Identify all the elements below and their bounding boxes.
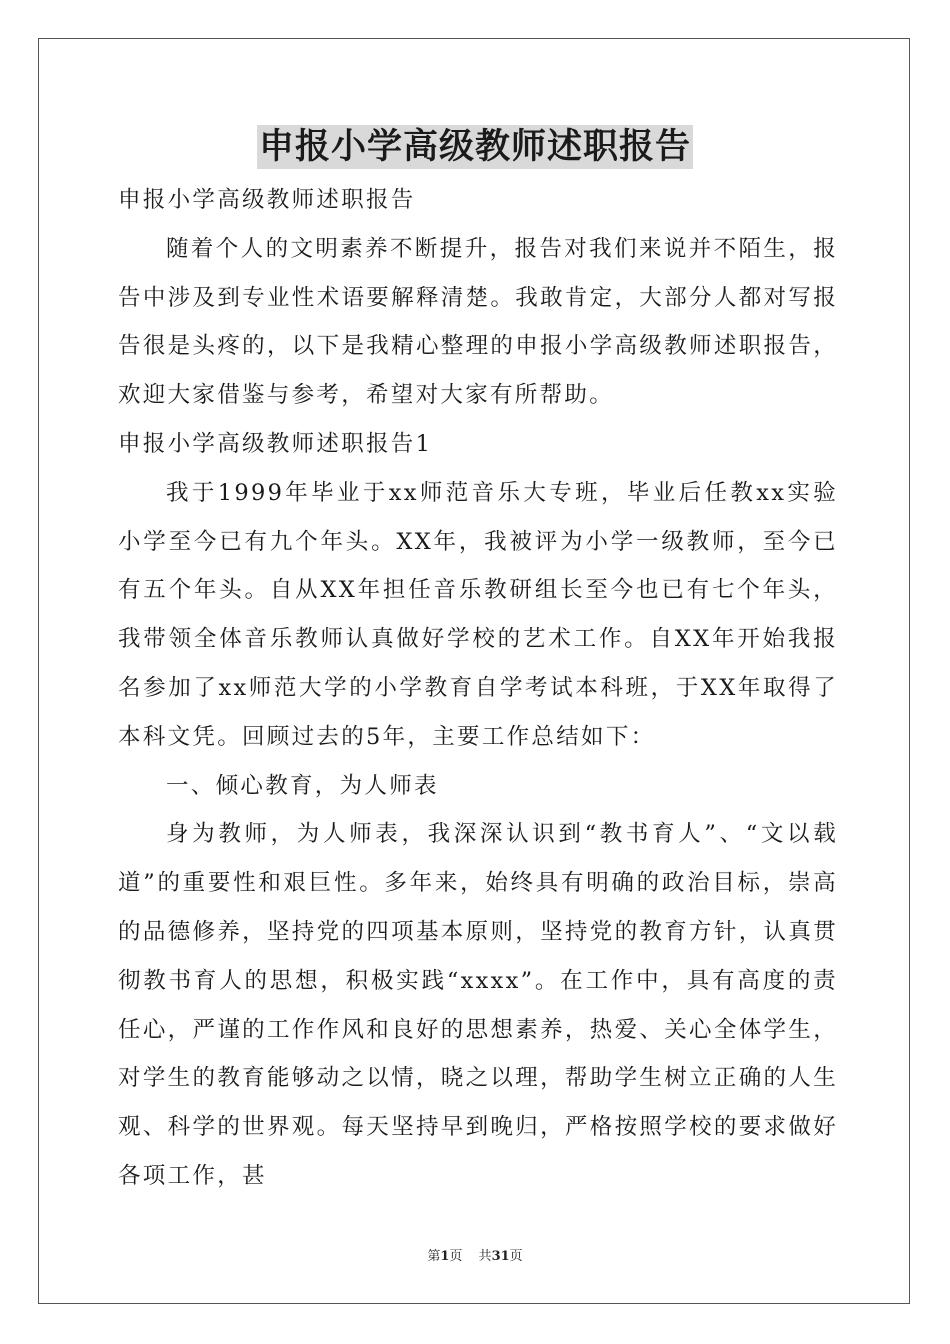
page-total — [479, 1249, 523, 1264]
page-prefix: 第 — [427, 1249, 441, 1264]
page-suffix: 页 — [449, 1249, 463, 1264]
total-suffix: 页 — [509, 1249, 523, 1264]
document-title: 申报小学高级教师述职报告 — [258, 126, 691, 167]
page-number — [427, 1249, 462, 1264]
page-footer — [0, 1245, 950, 1264]
total-prefix: 共 — [478, 1249, 492, 1264]
section-heading: 申报小学高级教师述职报告1 — [118, 430, 433, 457]
document-body — [118, 176, 838, 1201]
paragraph-1: 我于1999年毕业于xx师范音乐大专班，毕业后任教xx实验小学至今已有九个年头。XX年，我被评为小学一级教师，至今已有五个年头。自从XX年担任音乐教研组长至今也已有七个年头，我带领全体音乐教师认真做好学校的艺术工作。自XX年开始我报名参加了xx师范大学的小学教育自学考试本科班，于XX年取得了本科文凭。回顾过去的5年，主要工作总结如下： — [118, 479, 838, 750]
title-wrap — [0, 125, 950, 169]
paragraph-2: 身为教师，为人师表，我深深认识到“教书育人”、“文以载道”的重要性和艰巨性。多年来，始终具有明确的政治目标，崇高的品德修养，坚持党的四项基本原则，坚持党的教育方针，认真贯彻教书育人的思想，积极实践“xxxx”。在工作中，具有高度的责任心，严谨的工作作风和良好的思想素养，热爱、关心全体学生，对学生的教育能够动之以情，晓之以理，帮助学生树立正确的人生观、科学的世界观。每天坚持早到晚归，严格按照学校的要求做好各项工作，甚 — [118, 821, 838, 1189]
document-subtitle: 申报小学高级教师述职报告 — [118, 187, 416, 213]
heading-1: 一、倾心教育，为人师表 — [166, 772, 439, 799]
page-current: 1 — [440, 1249, 450, 1264]
total-count: 31 — [491, 1249, 510, 1264]
intro-paragraph: 随着个人的文明素养不断提升，报告对我们来说并不陌生，报告中涉及到专业性术语要解释清楚。我敢肯定，大部分人都对写报告很是头疼的，以下是我精心整理的申报小学高级教师述职报告，欢迎大家借鉴与参考，希望对大家有所帮助。 — [118, 235, 838, 409]
